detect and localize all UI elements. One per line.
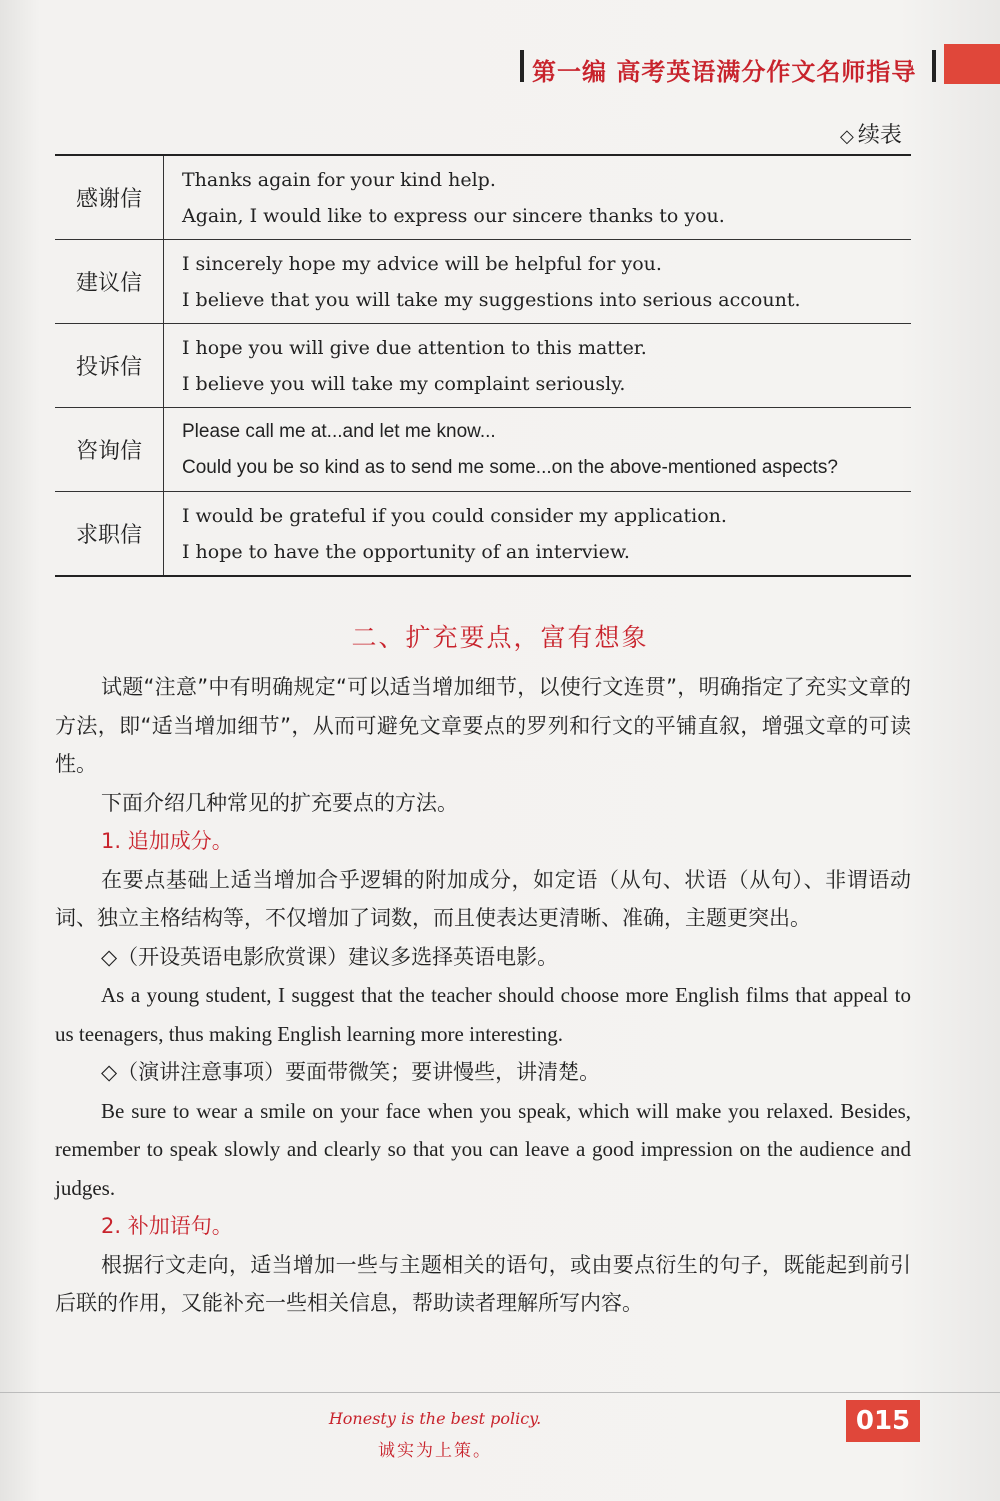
method-1-title: 1. 追加成分。: [101, 829, 233, 853]
table-row: [55, 155, 911, 240]
header-divider-left: [520, 50, 524, 82]
example-1-english: As a young student, I suggest that the teacher should choose more English films that appeal to us teenagers, thus making English learning more interesting.: [55, 983, 911, 1046]
table-row: [55, 492, 911, 577]
footer-motto-english: Honesty is the best policy.: [328, 1409, 542, 1428]
methods-intro: 下面介绍几种常见的扩充要点的方法。: [101, 790, 458, 815]
table-row: [55, 324, 911, 408]
row-category: 建议信: [55, 240, 164, 324]
header-accent-block: [944, 44, 1000, 84]
page-header: [520, 44, 1000, 88]
sentence: I believe that you will take my suggestions into serious account.: [182, 288, 801, 311]
intro-paragraph: 试题“注意”中有明确规定“可以适当增加细节，以使行文连贯”，明确指定了充实文章的方法，即“适当增加细节”，从而可避免文章要点的罗列和行文的平铺直叙，增强文章的可读性。: [55, 675, 911, 776]
body-text: [55, 668, 911, 1323]
row-sentences: [164, 240, 912, 324]
row-sentences: [164, 408, 912, 492]
sentence: I sincerely hope my advice will be helpful for you.: [182, 252, 662, 275]
method-1-description: 在要点基础上适当增加合乎逻辑的附加成分，如定语（从句、状语（从句）、非谓语动词、独立主格结构等，不仅增加了词数，而且使表达更清晰、准确，主题更突出。: [55, 867, 911, 930]
diamond-icon: ◇: [840, 126, 854, 147]
example-2-english: Be sure to wear a smile on your face when you speak, which will make you relaxed. Besides, remember to speak slowly and clearly so that you can leave a good impression on the audience and judges.: [55, 1098, 911, 1200]
footer-divider: [0, 1392, 1000, 1393]
continued-text: 续表: [857, 123, 902, 148]
row-category: 求职信: [55, 492, 164, 577]
row-category: 感谢信: [55, 155, 164, 240]
method-2-description: 根据行文走向，适当增加一些与主题相关的语句，或由要点衍生的句子，既能起到前引后联的作用，又能补充一些相关信息，帮助读者理解所写内容。: [55, 1252, 911, 1315]
footer-motto-chinese: 诚实为上策。: [378, 1441, 492, 1461]
row-sentences: [164, 492, 912, 577]
method-2-title: 2. 补加语句。: [101, 1214, 233, 1238]
sentence: Could you be so kind as to send me some...on the above-mentioned aspects?: [182, 456, 838, 478]
sentence: I would be grateful if you could consider my application.: [182, 504, 727, 527]
page-number: 015: [846, 1400, 920, 1442]
section-heading: 二、扩充要点，富有想象: [351, 623, 649, 652]
header-title: 第一编 高考英语满分作文名师指导: [532, 58, 917, 86]
example-2-prompt: ◇（演讲注意事项）要面带微笑；要讲慢些，讲清楚。: [101, 1060, 601, 1084]
table-row: [55, 240, 911, 324]
sentence: Please call me at...and let me know...: [182, 420, 496, 442]
example-1-prompt: ◇（开设英语电影欣赏课）建议多选择英语电影。: [101, 944, 559, 969]
table-row: [55, 408, 911, 492]
sentence: Thanks again for your kind help.: [182, 168, 496, 191]
table-continued-label: [840, 118, 902, 149]
sentence: I believe you will take my complaint seriously.: [182, 372, 626, 395]
row-category: 投诉信: [55, 324, 164, 408]
header-divider-right: [932, 50, 936, 82]
row-sentences: [164, 155, 912, 240]
sentence: I hope to have the opportunity of an interview.: [182, 540, 630, 563]
letter-phrases-table: [55, 154, 911, 577]
sentence: Again, I would like to express our sincere thanks to you.: [182, 204, 725, 227]
sentence: I hope you will give due attention to this matter.: [182, 336, 647, 359]
row-sentences: [164, 324, 912, 408]
row-category: 咨询信: [55, 408, 164, 492]
